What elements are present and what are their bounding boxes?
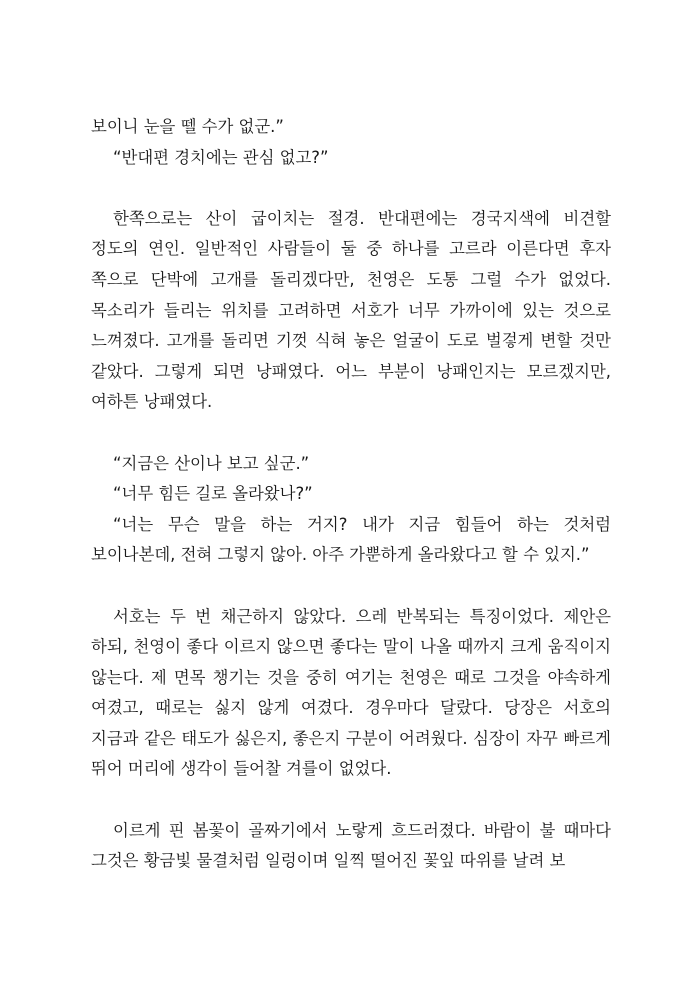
paragraph-gap [91,173,611,204]
paragraph: “너무 힘든 길로 올라왔나?” [113,484,313,504]
paragraph: “반대편 경치에는 관심 없고?” [113,147,329,167]
paragraph-gap [91,571,611,602]
paragraph: “너는 무슨 말을 하는 거지? 내가 지금 힘들어 하는 것처럼 보이나본데, 전혀 그렇지 않아. 아주 가뿐하게 올라왔다고 할 수 있지.” [91,514,611,565]
paragraph: 서호는 두 번 채근하지 않았다. 으레 반복되는 특징이었다. 제안은 하되, 천영이 좋다 이르지 않으면 좋다는 말이 나올 때까지 크게 움직이지 않는다. 제 면목 챙기는 것을 중히 여기는 천영은 때로 그것을 야속하게 여겼고, 때로는 싫지 않게 여겼다. 경우마다 달랐다. 당장은 서호의 지금과 같은 태도가 싫은지, 좋은지 구분이 어려웠다. 심장이 자꾸 빠르게 뛰어 머리에 생각이 들어찰 겨를이 없었다. [91,606,611,779]
paragraph: 한쪽으로는 산이 굽이치는 절경. 반대편에는 경국지색에 비견할 정도의 연인. 일반적인 사람들이 둘 중 하나를 고르라 이른다면 후자 쪽으로 단박에 고개를 돌리겠다만, 천영은 도통 그럴 수가 없었다. 목소리가 들리는 위치를 고려하면 서호가 너무 가까이에 있는 것으로 느껴졌다. 고개를 돌리면 기껏 식혀 놓은 얼굴이 도로 벌겋게 변할 것만 같았다. 그렇게 되면 낭패였다. 어느 부분이 낭패인지는 모르겠지만, 여하튼 낭패였다. [91,208,611,412]
paragraph: 보이니 눈을 뗄 수가 없군.” [91,117,284,136]
paragraph-gap [91,418,611,449]
paragraph: 이르게 핀 봄꽃이 골짜기에서 노랗게 흐드러졌다. 바람이 불 때마다 그것은 황금빛 물결처럼 일렁이며 일찍 떨어진 꽃잎 따위를 날려 보 [91,820,611,871]
paragraph-gap [91,785,611,816]
paragraph: “지금은 산이나 보고 싶군.” [113,453,310,473]
body-text [91,112,611,877]
